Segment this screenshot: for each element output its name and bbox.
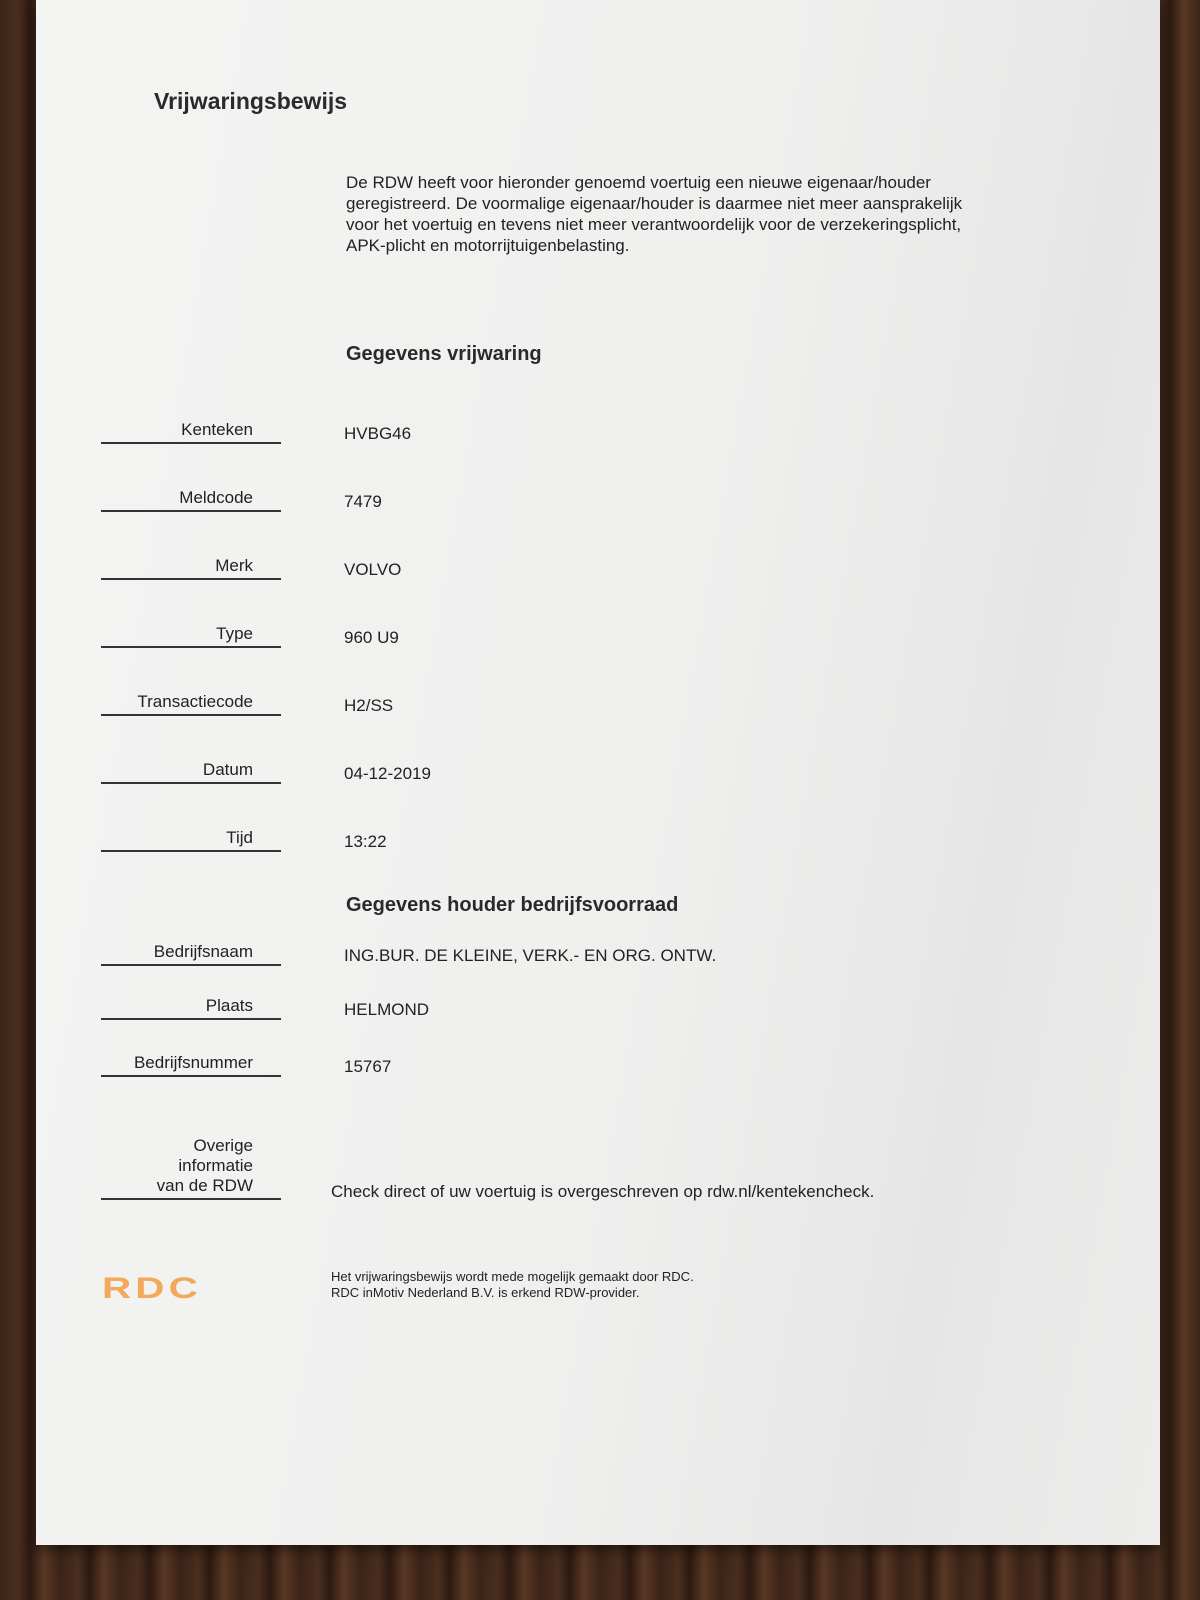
field-value: 04-12-2019 — [344, 764, 431, 783]
label-underline — [101, 782, 281, 784]
label-underline — [101, 646, 281, 648]
field-value: HELMOND — [344, 1000, 430, 1019]
intro-paragraph: De RDW heeft voor hieronder genoemd voertuig een nieuwe eigenaar/houder geregistreerd. De voormalige eigenaar/houder is daarmee niet meer aansprakelijk voor het voertuig en tevens niet meer verantwoordelijk voor de verzekeringsplicht, APK-plicht en motorrijtuigenbelasting. — [346, 173, 963, 255]
label-underline — [101, 442, 281, 444]
field-value: VOLVO — [344, 560, 402, 579]
label-underline — [101, 714, 281, 716]
rdc-logo: RDC — [102, 1272, 202, 1305]
field-value: Check direct of uw voertuig is overgeschreven op rdw.nl/kentekencheck. — [331, 1182, 875, 1201]
footer-note — [331, 1269, 694, 1301]
field-value: H2/SS — [344, 696, 394, 715]
section-heading-vrijwaring: Gegevens vrijwaring — [346, 343, 542, 365]
footer-line-1: Het vrijwaringsbewijs wordt mede mogelijk gemaakt door RDC. — [331, 1269, 694, 1284]
label-underline — [101, 1198, 281, 1200]
field-value: 13:22 — [344, 832, 387, 851]
field-value: ING.BUR. DE KLEINE, VERK.- EN ORG. ONTW. — [344, 946, 717, 965]
label-underline — [101, 850, 281, 852]
field-label: Datum — [202, 760, 253, 779]
field-value: HVBG46 — [344, 424, 412, 443]
field-label: Tijd — [226, 828, 253, 847]
field-label: Bedrijfsnummer — [133, 1053, 253, 1072]
document-title: Vrijwaringsbewijs — [154, 88, 348, 114]
document-page — [36, 0, 1160, 1545]
footer-line-2: RDC inMotiv Nederland B.V. is erkend RDW-provider. — [331, 1285, 640, 1300]
field-label: Plaats — [205, 996, 253, 1015]
label-underline — [101, 578, 281, 580]
field-label: Meldcode — [179, 488, 253, 507]
field-label: Bedrijfsnaam — [153, 942, 253, 961]
field-label: Merk — [215, 556, 253, 575]
field-label: Overige informatie van de RDW — [156, 1136, 253, 1195]
field-label: Type — [216, 624, 253, 643]
label-underline — [101, 1075, 281, 1077]
field-value: 7479 — [344, 492, 382, 511]
label-underline — [101, 964, 281, 966]
label-underline — [101, 1018, 281, 1020]
section-heading-houder: Gegevens houder bedrijfsvoorraad — [346, 894, 679, 916]
field-label: Transactiecode — [137, 692, 253, 711]
field-value: 960 U9 — [344, 628, 399, 647]
label-underline — [101, 510, 281, 512]
field-value: 15767 — [344, 1057, 392, 1076]
field-label: Kenteken — [181, 420, 253, 439]
